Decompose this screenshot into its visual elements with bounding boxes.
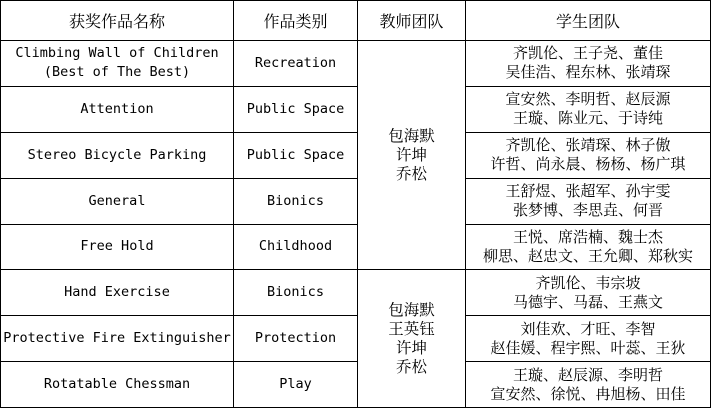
table-row	[1, 224, 711, 270]
work-name-cell	[1, 316, 234, 362]
work-name-cell	[1, 178, 234, 224]
work-name-note: (Best of The Best)	[43, 64, 191, 81]
header-row	[1, 1, 711, 41]
header-work-name: 获奖作品名称	[1, 1, 234, 41]
work-name-cell	[1, 270, 234, 316]
category-cell: Public Space	[234, 86, 358, 132]
header-students: 学生团队	[466, 1, 711, 41]
students-line: 宣安然、徐悦、冉旭杨、田佳	[490, 384, 686, 403]
work-name-cell	[1, 224, 234, 270]
table-row	[1, 316, 711, 362]
category-cell: Play	[234, 362, 358, 408]
students-line: 齐凯伦、韦宗坡	[535, 273, 641, 292]
work-name-cell	[1, 41, 234, 87]
work-name: Attention	[80, 100, 154, 117]
students-cell	[466, 86, 711, 132]
teacher-name: 包海默	[388, 300, 435, 319]
work-name-cell	[1, 132, 234, 178]
category-cell: Childhood	[234, 224, 358, 270]
work-name: Hand Exercise	[64, 284, 170, 301]
category-cell: Bionics	[234, 270, 358, 316]
students-cell	[466, 224, 711, 270]
students-line: 马德宇、马磊、王燕文	[512, 292, 663, 311]
teacher-name: 王英钰	[388, 319, 435, 338]
table-row	[1, 178, 711, 224]
work-name: Rotatable Chessman	[43, 376, 191, 393]
teacher-name: 乔松	[395, 357, 427, 376]
teacher-name: 许坤	[395, 145, 427, 164]
students-line: 刘佳欢、才旺、李智	[520, 319, 656, 338]
students-cell	[466, 178, 711, 224]
teacher-name: 乔松	[395, 164, 427, 183]
work-name-cell	[1, 362, 234, 408]
category-cell: Recreation	[234, 41, 358, 87]
table-row	[1, 86, 711, 132]
category-cell: Public Space	[234, 132, 358, 178]
students-line: 齐凯伦、王子尧、董佳	[512, 44, 663, 63]
students-cell	[466, 362, 711, 408]
students-line: 柳思、赵忠文、王允卿、郑秋实	[482, 246, 693, 265]
students-line: 王璇、赵辰源、李明哲	[512, 365, 663, 384]
work-name: Free Hold	[80, 238, 154, 255]
teacher-name: 许坤	[395, 338, 427, 357]
teacher-name: 包海默	[388, 126, 435, 145]
students-line: 赵佳媛、程宇熙、叶蕊、王狄	[490, 338, 686, 357]
table-row	[1, 132, 711, 178]
students-line: 张梦博、李思垚、何晋	[512, 201, 663, 220]
students-line: 王悦、席浩楠、魏士杰	[512, 227, 663, 246]
table-row	[1, 362, 711, 408]
students-line: 王璇、陈业元、于诗纯	[512, 109, 663, 128]
students-line: 许哲、尚永晨、杨杨、杨广琪	[490, 155, 686, 174]
students-cell	[466, 41, 711, 87]
header-teachers: 教师团队	[358, 1, 466, 41]
students-cell	[466, 270, 711, 316]
work-name: Protective Fire Extinguisher	[3, 330, 231, 347]
header-category: 作品类别	[234, 1, 358, 41]
category-cell: Protection	[234, 316, 358, 362]
students-line: 吴佳浩、程东林、张靖琛	[505, 63, 671, 82]
category-cell: Bionics	[234, 178, 358, 224]
students-line: 宣安然、李明哲、赵辰源	[505, 90, 671, 109]
work-name: Stereo Bicycle Parking	[27, 146, 207, 163]
students-line: 齐凯伦、张靖琛、林子傲	[505, 136, 671, 155]
students-cell	[466, 132, 711, 178]
teacher-group-1	[358, 41, 466, 270]
work-name: General	[88, 192, 146, 209]
work-name-cell	[1, 86, 234, 132]
teacher-group-2	[358, 270, 466, 408]
work-name: Climbing Wall of Children	[15, 45, 219, 62]
table-row	[1, 270, 711, 316]
students-line: 王舒煜、张超军、孙宇雯	[505, 182, 671, 201]
table-row	[1, 41, 711, 87]
students-cell	[466, 316, 711, 362]
